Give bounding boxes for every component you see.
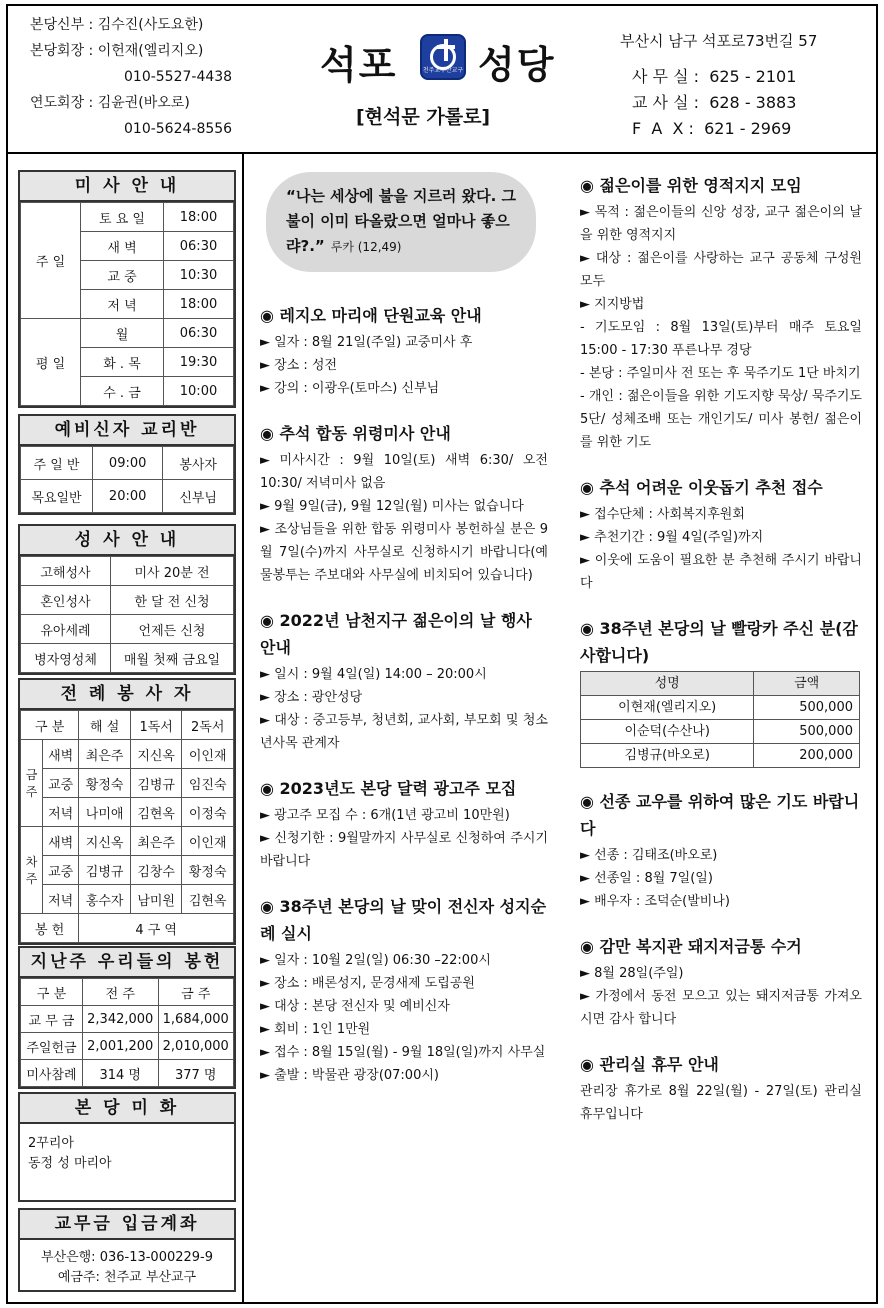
notice-line: ► 일자 : 8월 21일(주일) 교중미사 후 [260, 335, 473, 350]
table-row [21, 979, 234, 1006]
table-cell: 언제든 신청 [111, 615, 234, 644]
table-cell: 최은주 [79, 740, 131, 769]
address: 부산시 남구 석포로73번길 57 [620, 32, 818, 50]
table-cell: 18:00 [164, 203, 234, 232]
mass-table [20, 202, 234, 406]
notice-section [260, 302, 548, 400]
table-row [21, 480, 234, 513]
table-row [21, 740, 234, 769]
table-row [21, 203, 234, 232]
offering-title: 지난주 우리들의 봉헌 [20, 948, 234, 978]
table-row [21, 885, 234, 914]
table-cell: 금주 [21, 740, 43, 827]
account-title: 교무금 입금계좌 [20, 1210, 234, 1240]
notice-heading: ◉ 관리실 휴무 안내 [580, 1055, 719, 1074]
table-row [21, 319, 234, 348]
table-cell: 김현옥 [130, 798, 182, 827]
table-cell: 김병규 [130, 769, 182, 798]
notice-section [580, 615, 862, 768]
notice-heading: ◉ 추석 어려운 이웃돕기 추천 접수 [580, 478, 823, 497]
table-cell: 금 주 [158, 979, 234, 1006]
table-cell: 봉 헌 [21, 914, 79, 943]
offering-box [18, 946, 236, 1089]
sacrament-box [18, 524, 236, 675]
table-cell: 교중 [43, 769, 79, 798]
offering-table [20, 978, 234, 1087]
table-row [21, 1006, 234, 1033]
table-cell: 수 . 금 [81, 377, 164, 406]
memorial-line: 동정 성 마리아 [28, 1156, 112, 1171]
account-bank: 부산은행: 036-13-000229-9 [40, 1250, 214, 1265]
notice-heading: ◉ 선종 교우를 위하여 많은 기도 바랍니다 [580, 792, 860, 838]
account-holder: 예금주: 천주교 부산교구 [57, 1270, 197, 1285]
notice-heading: ◉ 2023년도 본당 달력 광고주 모집 [260, 779, 517, 798]
table-cell: 최은주 [130, 827, 182, 856]
table-cell: 구 분 [21, 979, 83, 1006]
table-row [581, 696, 860, 720]
table-cell: 남미원 [130, 885, 182, 914]
table-cell: 저 녁 [81, 290, 164, 319]
table-cell: 유아세례 [21, 615, 111, 644]
notice-line: ► 8월 28일(주일) [580, 966, 684, 981]
notice-section [580, 172, 862, 454]
table-cell: 차주 [21, 827, 43, 914]
table-cell: 1독서 [130, 711, 182, 740]
table-cell: 교 중 [81, 261, 164, 290]
table-cell: 이현재(엘리지오) [581, 696, 754, 720]
server-table [20, 710, 234, 943]
table-cell: 혼인성사 [21, 586, 111, 615]
table-cell: 주 일 [21, 203, 81, 319]
memorial-title: 본 당 미 화 [20, 1094, 234, 1124]
notice-line: ► 장소 : 성전 [260, 358, 338, 373]
notice-heading: ◉ 감만 복지관 돼지저금통 수거 [580, 937, 802, 956]
table-cell: 병자영성체 [21, 644, 111, 673]
table-cell: 1,684,000 [158, 1006, 234, 1033]
table-cell: 금액 [754, 672, 860, 696]
table-row [21, 1033, 234, 1060]
table-cell: 377 명 [158, 1060, 234, 1087]
notice-section [260, 893, 548, 1087]
table-cell: 500,000 [754, 696, 860, 720]
table-cell: 교중 [43, 856, 79, 885]
notice-section [580, 788, 862, 913]
notice-line: ► 장소 : 광안성당 [260, 690, 363, 705]
notice-section [580, 1051, 862, 1126]
account-box [18, 1208, 236, 1292]
notice-section [260, 775, 548, 873]
table-cell: 한 달 전 신청 [111, 586, 234, 615]
table-row [21, 798, 234, 827]
table-cell: 새 벽 [81, 232, 164, 261]
church-name-right: 성당 [478, 43, 556, 87]
table-cell: 2,001,200 [83, 1033, 159, 1060]
pastor: 본당신부 : 김수진(사도요한) [30, 17, 204, 33]
notice-line: ► 목적 : 젊은이들의 신앙 성장, 교구 젊은이의 날을 위한 영적지지 [580, 205, 862, 243]
table-row [21, 827, 234, 856]
table-cell: 09:00 [93, 447, 163, 480]
mass-schedule [18, 170, 236, 408]
table-cell: 홍수자 [79, 885, 131, 914]
notice-line: ► 대상 : 본당 전신자 및 예비신자 [260, 999, 450, 1014]
union-phone: 010-5624-8556 [124, 121, 233, 137]
table-cell: 토 요 일 [81, 203, 164, 232]
table-row [21, 447, 234, 480]
notice-heading: ◉ 레지오 마리애 단원교육 안내 [260, 306, 482, 325]
notice-section [580, 474, 862, 595]
notice-line: ► 대상 : 젊은이를 사랑하는 교구 공동체 구성원 모두 [580, 251, 862, 289]
table-row [21, 914, 234, 943]
office-phone: 사 무 실 : 625 - 2101 [632, 67, 797, 86]
notice-line: ► 일자 : 10월 2일(일) 06:30 –22:00시 [260, 953, 491, 968]
table-row [21, 1060, 234, 1087]
table-cell: 새벽 [43, 740, 79, 769]
table-cell: 2,010,000 [158, 1033, 234, 1060]
catechumen-title: 예비신자 교리반 [20, 416, 234, 446]
fax: F A X : 621 - 2969 [632, 119, 792, 138]
table-cell: 미사 20분 전 [111, 557, 234, 586]
table-row [21, 856, 234, 885]
table-cell: 저녁 [43, 798, 79, 827]
notice-line: ► 광고주 모집 수 : 6개(1년 광고비 10만원) [260, 808, 510, 823]
notice-section [260, 607, 548, 755]
church-logo-icon: 천주교부산교구 [420, 34, 466, 80]
table-row [21, 769, 234, 798]
table-cell: 314 명 [83, 1060, 159, 1087]
table-cell: 해 설 [79, 711, 131, 740]
church-name-left: 석포 [320, 43, 398, 87]
notice-line: ► 지지방법 [580, 297, 645, 312]
table-cell: 미사참례 [21, 1060, 83, 1087]
notice-line: - 본당 : 주일미사 전 또는 후 묵주기도 1단 바치기 [580, 366, 861, 381]
notice-heading: ◉ 젊은이를 위한 영적지지 모임 [580, 176, 802, 195]
table-cell: 저녁 [43, 885, 79, 914]
table-cell: 화 . 목 [81, 348, 164, 377]
table-cell: 김병규(바오로) [581, 744, 754, 768]
right-column [580, 172, 862, 1146]
notice-line: ► 접수단체 : 사회복지후원회 [580, 507, 745, 522]
table-cell: 구 분 [21, 711, 79, 740]
president: 본당회장 : 이헌재(엘리지오) [30, 43, 204, 59]
notice-heading: ◉ 추석 합동 위령미사 안내 [260, 424, 451, 443]
donor-table [580, 671, 860, 768]
table-row [21, 557, 234, 586]
notice-line: 관리장 휴가로 8월 22일(월) - 27일(토) 관리실 휴무입니다 [580, 1084, 862, 1122]
server-title: 전 례 봉 사 자 [20, 680, 234, 710]
table-cell: 10:30 [164, 261, 234, 290]
notice-line: ► 출발 : 박물관 광장(07:00시) [260, 1068, 439, 1083]
table-cell: 평 일 [21, 319, 81, 406]
table-cell: 18:00 [164, 290, 234, 319]
table-cell: 봉사자 [163, 447, 234, 480]
notice-section [580, 933, 862, 1031]
president-phone: 010-5527-4438 [124, 69, 233, 85]
server-box [18, 678, 236, 945]
notice-line: ► 대상 : 중고등부, 청년회, 교사회, 부모회 및 청소년사목 관계자 [260, 713, 548, 751]
notice-line: ► 추천기간 : 9월 4일(주일)까지 [580, 530, 764, 545]
header [8, 6, 876, 154]
table-cell: 2독서 [182, 711, 234, 740]
notice-line: ► 선종일 : 8월 7일(일) [580, 871, 713, 886]
table-row [21, 644, 234, 673]
sacrament-table [20, 556, 234, 673]
table-cell: 성명 [581, 672, 754, 696]
bulletin-page [6, 4, 878, 1304]
notice-line: ► 조상님들을 위한 합동 위령미사 봉헌하실 분은 9월 7일(수)까지 사무실로 신청하시기 바랍니다(예물봉투는 주보대와 사무실에 비치되어 있습니다) [260, 522, 548, 583]
notice-line: ► 장소 : 배론성지, 문경새제 도립공원 [260, 976, 475, 991]
notice-line: ► 신청기한 : 9월말까지 사무실로 신청하여 주시기 바랍니다 [260, 831, 548, 869]
table-cell: 교 무 금 [21, 1006, 83, 1033]
notice-heading: ◉ 38주년 본당의 날 맞이 전신자 성지순례 실시 [260, 897, 547, 943]
table-cell: 황정숙 [182, 856, 234, 885]
table-cell: 임진숙 [182, 769, 234, 798]
notice-line: ► 접수 : 8월 15일(월) - 9월 18일(일)까지 사무실 [260, 1045, 546, 1060]
table-cell: 김병규 [79, 856, 131, 885]
table-cell: 전 주 [83, 979, 159, 1006]
scripture-quote: “나는 세상에 불을 지르러 왔다. 그 불이 이미 타올랐으면 얼마나 좋으랴?.” 루카 (12,49) [266, 172, 536, 272]
table-cell: 200,000 [754, 744, 860, 768]
mass-title: 미 사 안 내 [20, 172, 234, 202]
table-cell: 06:30 [164, 232, 234, 261]
notice-line: ► 선종 : 김태조(바오로) [580, 848, 718, 863]
table-cell: 주일헌금 [21, 1033, 83, 1060]
table-cell: 주 일 반 [21, 447, 93, 480]
quote-reference: 루카 (12,49) [330, 240, 402, 254]
notice-line: - 개인 : 젊은이들을 위한 기도지향 묵상/ 묵주기도 5단/ 성체조배 또는 개인기도/ 미사 봉헌/ 젊은이를 위한 기도 [580, 389, 862, 450]
memorial-box [18, 1092, 236, 1202]
notice-line: ► 미사시간 : 9월 10일(토) 새벽 6:30/ 오전 10:30/ 저녁미사 없음 [260, 453, 548, 491]
table-row [21, 615, 234, 644]
table-row [581, 744, 860, 768]
notice-heading: ◉ 2022년 남천지구 젊은이의 날 행사 안내 [260, 611, 532, 657]
notice-line: - 기도모임 : 8월 13일(토)부터 매주 토요일 15:00 - 17:30 푸른나무 경당 [580, 320, 862, 358]
notice-section [260, 420, 548, 587]
table-row [21, 586, 234, 615]
patron-subtitle: [현석문 가롤로] [356, 106, 491, 128]
table-cell: 이순덕(수산나) [581, 720, 754, 744]
table-cell: 목요일반 [21, 480, 93, 513]
notice-line: ► 이웃에 도움이 필요한 분 추천해 주시기 바랍니다 [580, 553, 862, 591]
table-cell: 지신옥 [79, 827, 131, 856]
table-row [581, 720, 860, 744]
table-row [581, 672, 860, 696]
table-cell: 4 구 역 [79, 914, 234, 943]
middle-column [260, 172, 548, 1107]
column-divider [242, 154, 244, 1304]
table-cell: 이정숙 [182, 798, 234, 827]
table-cell: 매월 첫째 금요일 [111, 644, 234, 673]
table-cell: 김창수 [130, 856, 182, 885]
table-cell: 이인재 [182, 740, 234, 769]
table-cell: 이인재 [182, 827, 234, 856]
notice-line: ► 회비 : 1인 1만원 [260, 1022, 371, 1037]
table-cell: 20:00 [93, 480, 163, 513]
table-cell: 500,000 [754, 720, 860, 744]
catechumen-box [18, 414, 236, 515]
notice-line: ► 일시 : 9월 4일(일) 14:00 – 20:00시 [260, 667, 487, 682]
table-cell: 10:00 [164, 377, 234, 406]
table-cell: 신부님 [163, 480, 234, 513]
catechumen-table [20, 446, 234, 513]
table-cell: 19:30 [164, 348, 234, 377]
union-president: 연도회장 : 김윤권(바오로) [30, 95, 190, 111]
table-cell: 나미애 [79, 798, 131, 827]
table-cell: 지신옥 [130, 740, 182, 769]
notice-line: ► 배우자 : 조덕순(발비나) [580, 894, 730, 909]
table-cell: 고해성사 [21, 557, 111, 586]
table-cell: 2,342,000 [83, 1006, 159, 1033]
table-cell: 06:30 [164, 319, 234, 348]
notice-line: ► 가정에서 동전 모으고 있는 돼지저금통 가져오시면 감사 합니다 [580, 989, 862, 1027]
notice-line: ► 강의 : 이광우(토마스) 신부님 [260, 381, 440, 396]
notice-heading: ◉ 38주년 본당의 날 빨랑카 주신 분(감사합니다) [580, 619, 858, 665]
table-cell: 새벽 [43, 827, 79, 856]
table-cell: 황정숙 [79, 769, 131, 798]
table-row [21, 711, 234, 740]
table-cell: 월 [81, 319, 164, 348]
notice-line: ► 9월 9일(금), 9월 12일(월) 미사는 없습니다 [260, 499, 524, 514]
table-cell: 김현옥 [182, 885, 234, 914]
sacrament-title: 성 사 안 내 [20, 526, 234, 556]
teacher-phone: 교 사 실 : 628 - 3883 [632, 93, 797, 112]
memorial-line: 2꾸리아 [28, 1136, 74, 1151]
